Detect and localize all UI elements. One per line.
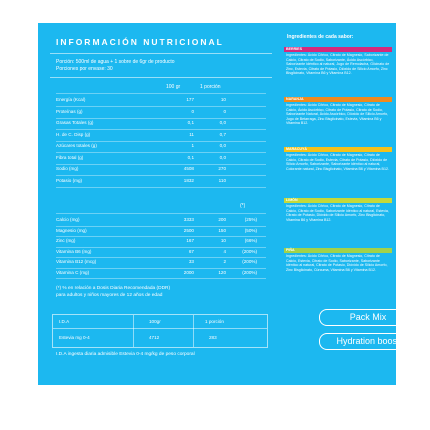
- flavor-block: [284, 47, 392, 77]
- flavor-name: LIMÓN: [284, 198, 392, 203]
- row-label: Azúcares totales (g): [56, 143, 97, 148]
- table-rule: [56, 118, 266, 119]
- ida-rule: [53, 328, 267, 329]
- table-rule: [56, 175, 266, 176]
- table-rule: [56, 236, 266, 237]
- row-label: Vitamina C (mg): [56, 269, 90, 275]
- row-value-portion: 120: [218, 269, 226, 275]
- table-row: [56, 259, 266, 267]
- ddr-note-line2: para adultos y niños mayores de 12 años de edad: [56, 293, 163, 298]
- table-rule: [56, 268, 266, 269]
- table-rule: [56, 187, 266, 188]
- row-value-ddr: (25%): [244, 217, 257, 222]
- row-value-ddr: (200%): [242, 259, 257, 264]
- ida-row-portion: 283: [209, 335, 217, 340]
- table-row: [56, 166, 266, 174]
- ida-rule: [133, 315, 134, 347]
- row-value-100g: 2500: [183, 227, 194, 233]
- table-rule: [56, 93, 266, 94]
- ida-rule: [193, 315, 194, 347]
- flavor-ingredients: Ingredientes: Ácido Cítrico, Citrato de Magnesio, Citrato de Calcio, Ácido Ascórbico, Citrato de Potasio, Citrato de Sodio, Saborizante Natural, Ácido Ascórbico, Dióxido de Silicio Amorfo, Jugo de Betarraga, Zinc Bisglicinato, Estevia, Vitamina B6 y Vitamina B12.: [286, 103, 389, 126]
- row-label: H. de C. Disp (g): [56, 131, 91, 137]
- row-value-ddr: (66%): [244, 238, 257, 243]
- row-label: Sodio (mg): [56, 166, 79, 171]
- table-rule: [56, 247, 266, 248]
- row-value-100g: 67: [188, 248, 194, 254]
- flavor-ingredients: Ingredientes: Ácido Cítrico, Citrato de Magnesio, Citrato de Calcio, Estevia, Citrato de Sodio, Saborizante, Saborizante idéntico al natural, Citrato de Potasio, Dióxido de Silicio Amorfo, Zinc Bisglicinato, Cúrcuma, Vitamina B6 y Vitamina B12.: [286, 254, 388, 272]
- ida-header-label: I.D.A: [59, 319, 70, 324]
- row-value-portion: 0,0: [219, 120, 226, 125]
- column-header-portion: 1 porción: [200, 84, 221, 90]
- nutrition-facts: [38, 23, 274, 385]
- pack-mix-badge: Pack Mix: [319, 309, 417, 326]
- table-row: [56, 238, 266, 246]
- serving-size: Porción: 500ml de agua + 1 sobre de 6gr de producto: [56, 59, 175, 65]
- flavor-name: BERRIES: [284, 47, 392, 52]
- ddr-column-header: (*): [240, 203, 246, 209]
- table-row: [56, 155, 266, 163]
- row-value-100g: 167: [186, 238, 194, 243]
- table-row: [56, 178, 266, 186]
- table-rule: [56, 257, 266, 258]
- hydration-boost-badge: Hydration boost: [319, 333, 417, 350]
- ingredients-title: Ingredientes de cada sabor:: [287, 34, 354, 40]
- row-value-portion: 4: [223, 248, 226, 254]
- flavor-name: MARACUYÁ: [284, 147, 392, 152]
- row-value-100g: 2000: [183, 269, 194, 275]
- row-label: Energía (Kcal): [56, 97, 86, 102]
- table-row: [56, 132, 266, 140]
- table-row: [56, 120, 266, 128]
- row-label: Zinc (mg): [56, 238, 76, 243]
- table-rule: [56, 278, 266, 279]
- divider: [50, 77, 272, 78]
- ida-header-portion: 1 porción: [205, 319, 224, 324]
- row-label: Grasas Totales (g): [56, 120, 94, 125]
- table-row: [56, 270, 266, 278]
- column-header-100g: 100 gr: [166, 84, 181, 90]
- flavor-ingredients: Ingredientes: Ácido Cítrico, Citrato de Magnesio, Saborizante de Calcio, Citrato de Sodio, Saborizante, Ácido Ascórbico, Saborizante idéntico al natural, Jugo de Remolacha, Glicinato de Zinc, Estevia, Citrato de Potasio, Dióxido de Silicio Amorfo, Zinc Bisglicinato, Vitamina B6 y Vitamina B12.: [286, 53, 390, 76]
- table-rule: [56, 106, 266, 107]
- row-label: Vitamina B6 (mg): [56, 248, 92, 254]
- table-rule: [56, 141, 266, 142]
- table-rule: [56, 164, 266, 165]
- ida-header-100g: 100gr: [149, 319, 161, 324]
- row-value-100g: 1832: [183, 177, 194, 183]
- ingredients-column: [281, 23, 400, 385]
- table-row: [56, 217, 266, 225]
- row-value-100g: 0,1: [187, 154, 194, 160]
- ida-table: [52, 314, 268, 348]
- section-title: INFORMACIÓN NUTRICIONAL: [56, 37, 224, 47]
- table-rule: [56, 213, 266, 214]
- flavor-block: [284, 198, 392, 223]
- ida-row-label: Estevia mg 0-4: [59, 335, 90, 340]
- table-rule: [56, 129, 266, 130]
- flavor-name: PIÑA: [284, 248, 392, 253]
- row-value-100g: 0: [191, 108, 194, 114]
- flavor-ingredients: Ingredientes: Ácido Cítrico, Citrato de Magnesio, Citrato de Calcio, Citrato de Sodio, Saborizante idéntico al natural, Estevia, Citrato de Potasio, Dióxido de Silicio Amorfo, Zinc Bisglicinato, Vitamina B6 y Vitamina B12.: [286, 204, 389, 222]
- row-value-100g: 33: [188, 259, 194, 264]
- flavor-block: [284, 97, 392, 127]
- row-value-100g: 11: [189, 131, 194, 137]
- table-row: [56, 97, 266, 105]
- ida-note: I.D.A ingesta diaria admisible Estevia 0-4 mg/kg de peso corporal: [56, 352, 195, 357]
- table-row: [56, 109, 266, 117]
- row-value-ddr: (50%): [244, 227, 257, 233]
- row-value-portion: 0,0: [219, 143, 226, 148]
- table-row: [56, 143, 266, 151]
- row-value-ddr: (200%): [242, 269, 257, 275]
- row-value-portion: 270: [218, 166, 226, 171]
- nutrition-panel: [38, 23, 400, 385]
- row-value-portion: 0,0: [219, 154, 226, 160]
- row-value-100g: 4508: [183, 166, 194, 171]
- row-value-portion: 10: [220, 238, 226, 243]
- row-value-portion: 2: [223, 259, 226, 264]
- ida-row-100g: 4712: [149, 335, 160, 340]
- row-value-portion: 150: [218, 227, 226, 233]
- row-value-ddr: (200%): [242, 248, 257, 254]
- servings-per-container: Porciones por envase: 30: [56, 66, 113, 72]
- ddr-note-line1: (*) % en relación a Dosis Diaria Recomendada (DDR): [56, 286, 171, 291]
- row-label: Calcio (mg): [56, 217, 80, 222]
- row-value-portion: 200: [218, 217, 226, 222]
- table-row: [56, 249, 266, 257]
- row-value-100g: 1: [191, 143, 194, 148]
- row-label: Magnesio (mg): [56, 227, 87, 233]
- row-value-100g: 0,1: [187, 120, 194, 125]
- row-label: Proteínas (g): [56, 108, 83, 114]
- row-value-100g: 3333: [183, 217, 194, 222]
- row-value-portion: 10: [220, 97, 226, 102]
- flavor-ingredients: Ingredientes: Ácido Cítrico, Citrato de Magnesio, Citrato de Calcio, Citrato de Sodio, Estevia, Citrato de Potasio, Dióxido de Silicio Amorfo, Saborizante, Saborizante idéntico al natural, Colorante natural, Zinc Bisglicinato, Vitamina B6 y Vitamina B12.: [286, 153, 389, 171]
- row-label: Fibra total (g): [56, 154, 84, 160]
- flavor-name: NARANJA: [284, 97, 392, 102]
- row-label: Vitamina B12 (mcg): [56, 259, 97, 264]
- row-label: Potasio (mg): [56, 177, 83, 183]
- table-rule: [56, 226, 266, 227]
- row-value-portion: 110: [218, 177, 226, 183]
- row-value-100g: 177: [186, 97, 194, 102]
- row-value-portion: 0,7: [219, 131, 226, 137]
- flavor-block: [284, 248, 392, 273]
- flavor-block: [284, 147, 392, 172]
- divider: [50, 53, 272, 54]
- table-row: [56, 228, 266, 236]
- row-value-portion: 0: [223, 108, 226, 114]
- table-rule: [56, 152, 266, 153]
